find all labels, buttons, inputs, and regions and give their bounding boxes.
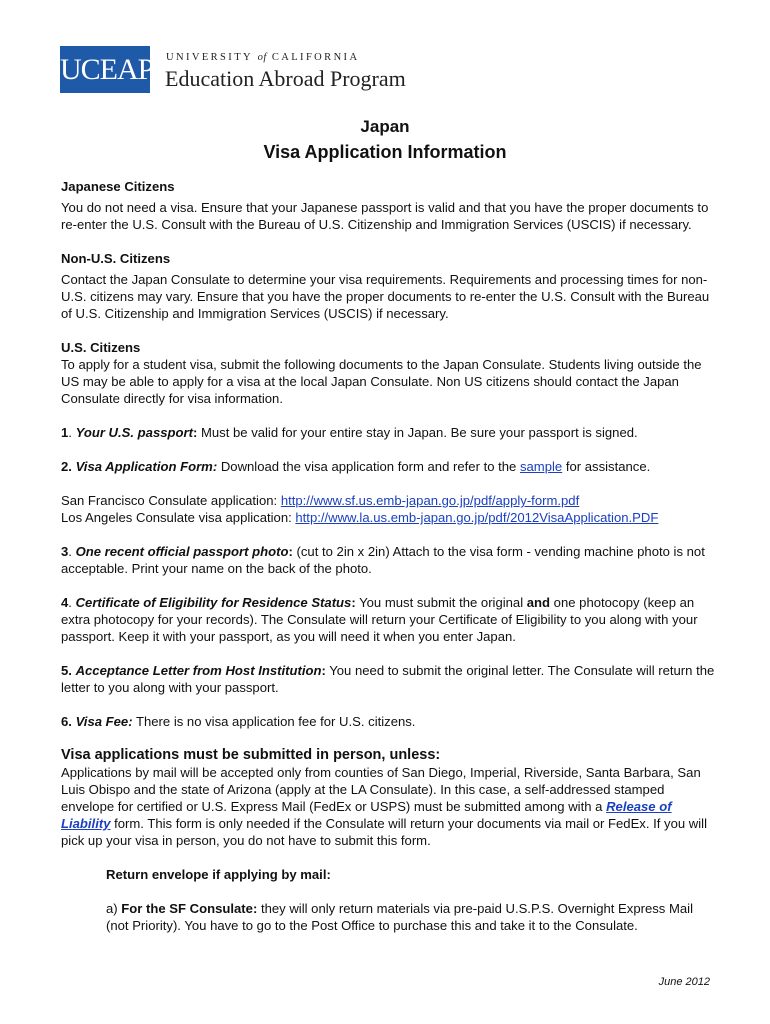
item-fee-title: Visa Fee: — [75, 714, 133, 729]
item-coe: 4. Certificate of Eligibility for Residence Status: You must submit the original and one photocopy (keep an extra photocopy for your records). The Consulate will return your Certificate of Eligibility to you along with your passport. Keep it with your passport, as you will need it when you enter Japan. — [61, 595, 698, 644]
page-title: Japan — [360, 117, 410, 136]
us-citizens-text: To apply for a student visa, submit the following documents to the Japan Consulate. Students living outside the US may be able to apply for a visa at the local Japan Consulate. Non US citizens should contact the Japan Consulate directly for visa information. — [61, 357, 702, 406]
sf-consulate-line: San Francisco Consulate application: http://www.sf.us.emb-japan.go.jp/pdf/apply-form.pdf — [61, 493, 580, 508]
university-suffix: CALIFORNIA — [271, 52, 360, 63]
in-person-text: Applications by mail will be accepted only from counties of San Diego, Imperial, Riverside, Santa Barbara, San Luis Obispo and the state of Arizona (apply at the LA Consulate). In this case, a self-addressed stamped envelope for certified or U.S. Express Mail (FedEx or USPS) must be submitted among with a Release of Liability form. This form is only needed if the Consulate will return your documents via mail or FedEx. If you will pick up your visa in person, you do not have to submit this form. — [61, 765, 707, 848]
item-passport-title: Your U.S. passport — [75, 425, 193, 440]
us-citizens-heading: U.S. Citizens — [61, 340, 141, 355]
in-person-heading: Visa applications must be submitted in person, unless: — [61, 747, 441, 763]
item-visa-form: 2. Visa Application Form: Download the visa application form and refer to the sample for assistance. — [61, 459, 651, 474]
item-photo: 3. One recent official passport photo: (cut to 2in x 2in) Attach to the visa form - vending machine photo is not acceptable. Print your name on the back of the photo. — [61, 544, 705, 576]
sample-link[interactable]: sample — [519, 459, 563, 474]
university-name — [166, 52, 359, 63]
footer-date: June 2012 — [658, 976, 710, 988]
header — [60, 46, 460, 94]
document-body — [61, 178, 716, 934]
university-of: of — [257, 52, 267, 63]
program-name: Education Abroad Program — [165, 66, 406, 91]
sf-consulate-link[interactable]: http://www.sf.us.emb-japan.go.jp/pdf/apply-form.pdf — [280, 493, 580, 508]
la-consulate-line: Los Angeles Consulate visa application: http://www.la.us.emb-japan.go.jp/pdf/2012VisaApplication.PDF — [61, 510, 659, 525]
item-form-title: Visa Application Form: — [75, 459, 218, 474]
release-of-liability-link[interactable]: Release of Liability — [61, 799, 672, 831]
return-envelope-heading: Return envelope if applying by mail: — [106, 867, 331, 882]
japanese-citizens-text: You do not need a visa. Ensure that your Japanese passport is valid and that you have the proper documents to re-enter the U.S. Consult with the Bureau of U.S. Citizenship and Immigration Services (USCIS) if necessary. — [61, 200, 709, 232]
item-acceptance: 5. Acceptance Letter from Host Institution: You need to submit the original letter. The Consulate will return the letter to you along with your passport. — [61, 663, 715, 695]
japanese-citizens-heading: Japanese Citizens — [61, 179, 175, 194]
item-fee: 6. Visa Fee: There is no visa application fee for U.S. citizens. — [61, 714, 416, 729]
la-consulate-link[interactable]: http://www.la.us.emb-japan.go.jp/pdf/2012VisaApplication.PDF — [295, 510, 659, 525]
university-prefix: UNIVERSITY — [166, 52, 253, 63]
item-acceptance-title: Acceptance Letter from Host Institution — [75, 663, 322, 678]
non-us-citizens-heading: Non-U.S. Citizens — [61, 251, 171, 266]
page-subtitle: Visa Application Information — [263, 142, 507, 162]
uceap-logo: UCEAP — [60, 46, 150, 93]
item-coe-title: Certificate of Eligibility for Residence Status — [75, 595, 352, 610]
item-passport: 1. Your U.S. passport: Must be valid for your entire stay in Japan. Be sure your passport is signed. — [61, 425, 638, 440]
non-us-citizens-text: Contact the Japan Consulate to determine your visa requirements. Requirements and processing times for non-U.S. citizens may vary. Ensure that you have the proper documents to re-enter the U.S. Consult with the Bureau of U.S. Citizenship and Immigration Services (USCIS) if necessary. — [61, 272, 710, 321]
item-photo-title: One recent official passport photo — [75, 544, 289, 559]
sf-return-instructions: a) For the SF Consulate: they will only return materials via pre-paid U.S.P.S. Overnight Express Mail (not Priority). You have to go to the Post Office to purchase this and take it to the Consulate. — [106, 901, 693, 933]
